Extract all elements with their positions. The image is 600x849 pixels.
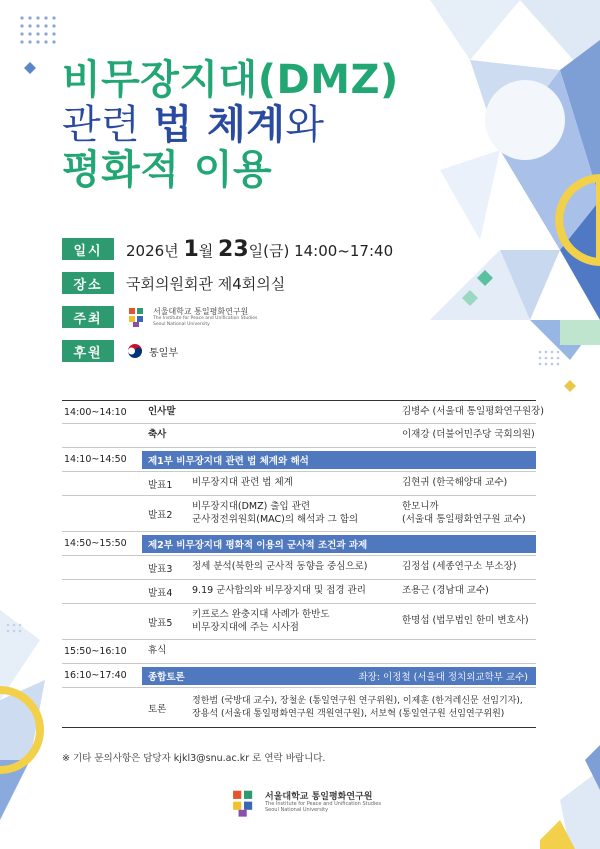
sponsor-label: 후원 — [62, 340, 114, 362]
table-row: 발표2 비무장지대(DMZ) 출입 관련 군사정전위원회(MAC)의 해석과 그 함의 한모니까 (서울대 통일평화연구원 교수) — [62, 496, 536, 532]
sponsor-logo — [126, 342, 178, 360]
table-row: 16:10~17:40 종합토론 좌장: 이정철 (서울대 정치외교학부 교수) — [62, 664, 536, 688]
poster-title — [62, 58, 399, 192]
table-row: 14:00~14:10 인사말 김병수 (서울대 통일평화연구원장) — [62, 400, 536, 424]
venue-label: 장소 — [62, 272, 114, 294]
venue-text: 국회의원회관 제4회의실 — [126, 274, 286, 293]
table-row: 발표4 9.19 군사합의와 비무장지대 및 접경 관리 조용근 (경남대 교수) — [62, 580, 536, 604]
table-row: 발표5 키프로스 완충지대 사례가 한반도 비무장지대에 주는 시사점 한명섭 (법무법인 한미 변호사) — [62, 604, 536, 640]
table-row: 14:10~14:50 제1부 비무장지대 관련 법 체계와 해석 — [62, 448, 536, 472]
title-line-2: 관련 법 체계와 — [62, 101, 325, 148]
contact-note: ※ 기타 문의사항은 담당자 kjkl3@snu.ac.kr 로 연락 바랍니다. — [62, 753, 326, 764]
host-row — [62, 300, 393, 334]
table-row: 토론 정한범 (국방대 교수), 장철운 (통일연구원 연구위원), 이제훈 (한겨레신문 선임기자), 장용석 (서울대 통일평화연구원 객원연구원), 서보혁 (통일연구원 선임연구위원) — [62, 688, 536, 728]
title-line-3: 평화적 이용 — [62, 146, 273, 193]
schedule-table — [62, 400, 544, 728]
sponsor-row — [62, 334, 393, 368]
institute-logo-icon — [126, 306, 148, 328]
table-row: 발표3 정세 분석(북한의 군사적 동향을 중심으로) 김정섭 (세종연구소 부소장) — [62, 556, 536, 580]
title-line-1: 비무장지대(DMZ) — [62, 57, 399, 103]
date-row — [62, 232, 393, 266]
table-row: 15:50~16:10 휴식 — [62, 640, 536, 664]
sponsor-name: 통일부 — [149, 347, 178, 359]
venue-row — [62, 266, 393, 300]
host-logo: 서울대학교 통일평화연구원 The Institute for Peace and Unification Studies Seoul National University — [126, 306, 257, 328]
institute-logo-icon — [229, 788, 259, 818]
table-row: 14:50~15:50 제2부 비무장지대 평화적 이용의 군사적 조건과 과제 — [62, 532, 536, 556]
footer-logo: 서울대학교 통일평화연구원 The Institute for Peace and Unification Studies Seoul National University — [229, 788, 381, 818]
footer-name: 서울대학교 통일평화연구원 — [265, 792, 373, 803]
table-row: 축사 이재강 (더불어민주당 국회의원) — [62, 424, 536, 448]
section-bar-3: 종합토론 좌장: 이정철 (서울대 정치외교학부 교수) — [142, 667, 536, 685]
taegeuk-icon — [126, 342, 144, 360]
table-row: 발표1 비무장지대 관련 법 체계 김현귀 (한국해양대 교수) — [62, 472, 536, 496]
section-bar-2: 제2부 비무장지대 평화적 이용의 군사적 조건과 과제 — [142, 535, 536, 553]
event-info — [62, 232, 393, 368]
section-bar-1: 제1부 비무장지대 관련 법 체계와 해석 — [142, 451, 536, 469]
date-label: 일시 — [62, 238, 114, 260]
host-name: 서울대학교 통일평화연구원 — [153, 307, 249, 317]
date-text: 2026년 1월 23일(금) 14:00~17:40 — [126, 236, 394, 262]
host-label: 주최 — [62, 306, 114, 328]
